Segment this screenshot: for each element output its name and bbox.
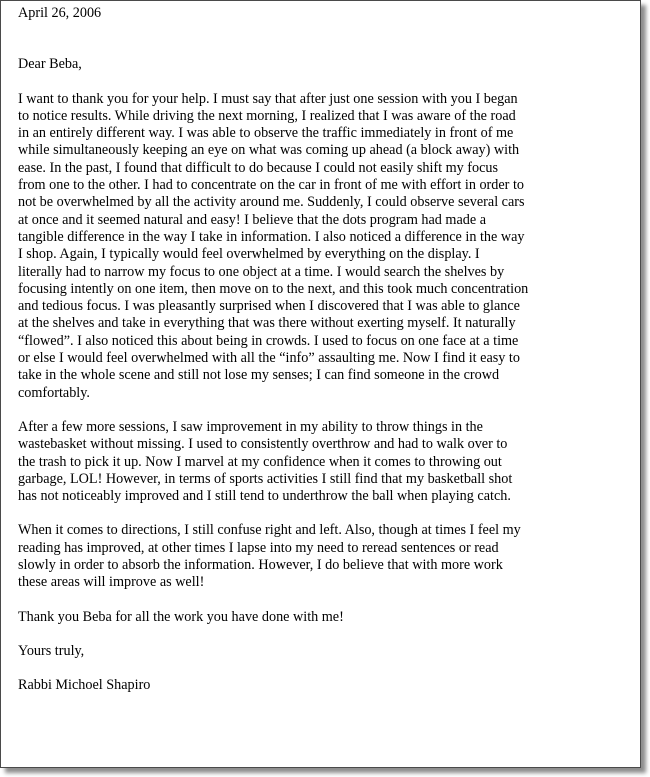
text-line: the trash to pick it up. Now I marvel at my confidence when it comes to throwing out xyxy=(18,453,502,470)
text-line: ease. In the past, I found that difficult to do because I could not easily shift my focus xyxy=(18,159,499,176)
letter-signature: Rabbi Michoel Shapiro xyxy=(18,677,151,694)
letter-date: April 26, 2006 xyxy=(18,5,102,21)
letter-closing: Yours truly, xyxy=(18,642,85,659)
text-line: not be overwhelmed by all the activity around me. Suddenly, I could observe several cars xyxy=(18,194,525,211)
paragraph-3 xyxy=(18,522,618,591)
text-line: to notice results. While driving the next morning, I realized that I was aware of the road xyxy=(18,107,516,124)
text-line: in an entirely different way. I was able to observe the traffic immediately in front of me xyxy=(18,125,514,142)
text-line: take in the whole scene and still not lose my senses; I can find someone in the crowd xyxy=(18,367,500,384)
letter-body xyxy=(18,5,618,695)
text-line: literally had to narrow my focus to one object at a time. I would search the shelves by xyxy=(18,263,505,280)
text-line: while simultaneously keeping an eye on what was coming up ahead (a block away) with xyxy=(18,142,520,159)
text-line: I want to thank you for your help. I must say that after just one session with you I began xyxy=(18,90,518,107)
text-line: slowly in order to absorb the information. However, I do believe that with more work xyxy=(18,557,503,574)
paragraph-4 xyxy=(18,609,618,626)
text-line: garbage, LOL! However, in terms of sports activities I still find that my basketball shot xyxy=(18,470,513,487)
paragraph-1 xyxy=(18,91,618,402)
text-line: and tedious focus. I was pleasantly surprised when I discovered that I was able to glance xyxy=(18,298,520,315)
text-line: reading has improved, at other times I lapse into my need to reread sentences or read xyxy=(18,539,499,556)
text-line: comfortably. xyxy=(18,384,90,401)
text-line: has not noticeably improved and I still tend to underthrow the ball when playing catch. xyxy=(18,488,511,505)
text-line: When it comes to directions, I still confuse right and left. Also, though at times I feel my xyxy=(18,522,521,539)
text-line: Thank you Beba for all the work you have done with me! xyxy=(18,608,344,625)
text-line: focusing intently on one item, then move on to the next, and this took much concentration xyxy=(18,280,529,297)
text-line: these areas will improve as well! xyxy=(18,574,205,591)
text-line: “flowed”. I also noticed this about being in crowds. I used to focus on one face at a time xyxy=(18,332,519,349)
paragraph-2 xyxy=(18,419,618,505)
text-line: from one to the other. I had to concentrate on the car in front of me with effort in order to xyxy=(18,177,524,194)
text-line: I shop. Again, I typically would feel overwhelmed by everything on the display. I xyxy=(18,246,480,263)
text-line: tangible difference in the way I take in information. I also noticed a difference in the way xyxy=(18,228,525,245)
text-line: After a few more sessions, I saw improvement in my ability to throw things in the xyxy=(18,418,483,435)
text-line: or else I would feel overwhelmed with all the “info” assaulting me. Now I find it easy to xyxy=(18,350,520,367)
text-line: at the shelves and take in everything that was there without exerting myself. It naturally xyxy=(18,315,516,332)
letter-salutation: Dear Beba, xyxy=(18,56,82,73)
text-line: at once and it seemed natural and easy! I believe that the dots program had made a xyxy=(18,211,487,228)
text-line: wastebasket without missing. I used to consistently overthrow and had to walk over to xyxy=(18,436,508,453)
